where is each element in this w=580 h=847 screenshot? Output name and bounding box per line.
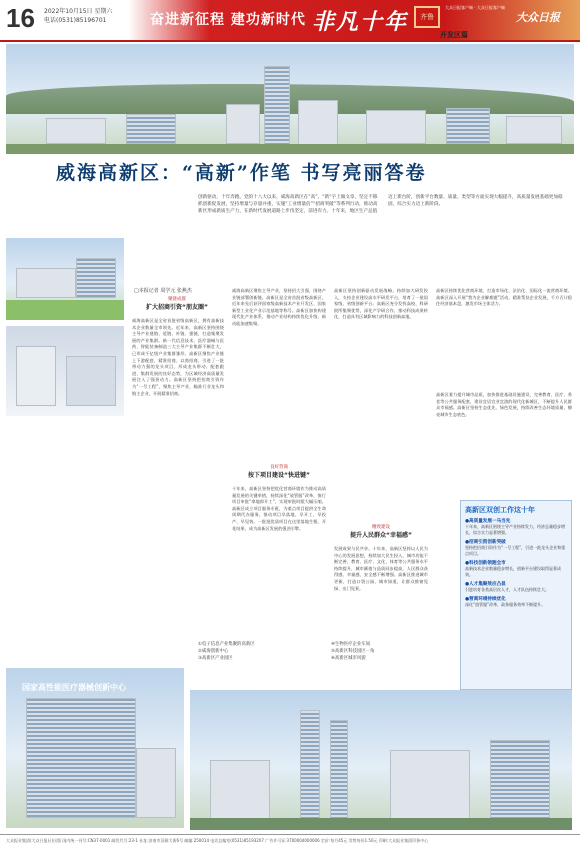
sidebar-item-heading: ●高质量发展一马当先 [465,519,511,524]
section-tag-1: 聚链成群 [168,297,186,302]
body-column-1: 威海高新区是全省首批省级高新区，拥有高新技术企业数量全市领先。近年来，高新区坚持围绕主导产业建链、延链、补链、强链，打造集聚发展的产业集群。新一代信息技术、医疗器械与医药、智能装备制造三大主导产业集群不断壮大，已形成千亿级产业集群雏形。高新区聚焦产业链上下游配套，精准招商、以商招商，引进了一批带动力强的龙头项目，形成龙头带动、配套跟进、集群发展的良好态势，为区域经济高质量发展注入了强劲动力。高新区坚持把招商引资作为“一号工程”，聚焦主导产业，瞄准行业龙头和链主企业，开展精准招商。 [132,318,224,396]
header-note: 大众日报客户端 · 大众日报客户端 [445,5,505,10]
caption: ⑤高新区科技园区一角 [331,649,375,654]
body-column-3b: 发展成果与民共享。十年来，高新区坚持以人民为中心的发展思想，持续加大民生投入，城市功能不断完善，教育、医疗、文化、体育等公共服务水平持续提升，城市颜值与品质同步提高，人民群众获得感、幸福感、安全感不断增强。高新区推进城市更新，打造口袋公园、城市绿道，让群众推窗见绿、出门见景。 [334,546,428,591]
caption: ②威海创新中心 [198,649,229,654]
caption: ①电子信息产业集聚的高新区 [198,642,255,647]
issue-date: 2022年10月15日 星期六 [44,8,113,15]
caption: ③高新区产业园区 [198,656,233,661]
byline: □本报记者 周学元 张燕杰 [134,288,192,294]
body-column-4b: 高新区着力提升城市品质，加快推进基础设施建设，完善教育、医疗、养老等公共服务配套，建设宜居宜业宜游的现代化新城区，不断提升人民群众幸福感。高新区坚持生态优先、绿色发展，持续改善生态环境质量，擦亮城市生态底色。 [436,392,572,417]
editor-line: 电话(0531)85196701 [44,17,107,24]
sidebar-item-heading: ●人才集聚效应凸显 [465,582,506,587]
section-tag-2: 良好营商 [270,465,288,470]
sidebar-item-heading: ●招商引资创新突破 [465,540,506,545]
section-name: 开发区篇 [440,31,468,39]
page-header [0,0,580,40]
body-column-2b: 十年来，高新区坚持把优化营商环境作为推动高质量发展的关键举措，持续深化“放管服”改革，推行项目审批“拿地即开工”，实现审批时限大幅压缩。高新区成立项目服务专班，为重点项目提供全生命周期代办服务，推动项目早落地、早开工、早投产、早见效。一批批优质项目在这里落地生根、开花结果，成为高新区发展的强劲引擎。 [232,486,326,531]
caption: ⑥高新区城市风貌 [331,656,366,661]
page-footer: 大众报业集团(大众日报社)出版 国内统一刊号:CN37-0001 邮发代号:23-1 社址:济南市泺源大街6号 邮编:250014 电话总编室(0531)85193207 广告许可证:3700004000006 定价:每月45元 零售每份1.50元 印刷:大众报业集团印务中心 [0,834,580,847]
sidebar-item-text: 坚持把招商引资作为“一号工程”，引进一批龙头企业和重点项目。 [465,545,566,556]
feature-title: 非凡十年 [312,10,409,35]
bottom-right-photo [190,690,572,830]
header-rule [0,40,580,42]
section-title-3: 提升人民群众“幸福感” [350,532,412,539]
section-title-2: 按下项目建设“快进键” [248,472,310,479]
photo-captions [198,641,458,662]
sidebar-item-text: 十年来，高新区围绕主导产业持续发力，经济总量稳步增长，综合实力显著增强。 [465,524,565,535]
left-photo-campus [6,238,124,320]
left-photo-lab [6,326,124,416]
sidebar-item-text: 引进培育各类高层次人才，人才队伍持续壮大。 [465,587,549,592]
body-column-2: 威海高新区聚焦主导产业，坚持招大引强，围绕产业链部署创新链。高新区是全省首批省级高新区，近年来先后获评国家级高新技术产业开发区、国家新型工业化产业示范基地等称号。高新区加快构建现代化产业体系，推动产业结构持续优化升级，新动能加速集聚。 [232,288,326,326]
hero-photo [6,44,574,154]
body-column-4: 高新区持续优化营商环境，打造市场化、法治化、国际化一流营商环境。高新区深入开展“我为企业解难题”活动，精准帮扶企业发展，千方百计稳住经济基本盘，激发市场主体活力。 [436,288,572,307]
caption: ④生物医疗企业车间 [331,642,371,647]
bottom-left-photo [6,668,184,828]
section-heading-3 [334,524,428,539]
seal-mark: 齐鲁 [414,6,440,28]
sidebar-box [460,500,572,690]
article-title: 威海高新区：“高新”作笔 书写亮丽答卷 [56,162,427,184]
section-title-1: 扩大招商引资“朋友圈” [146,304,208,311]
section-heading-2 [232,464,326,479]
section-tag-3: 精致建设 [372,525,390,530]
sidebar-title: 高新区双创工作这十年 [465,506,535,514]
page-number: 16 [6,3,35,33]
section-heading-1 [132,296,222,311]
paper-logo: 大众日报 [516,11,560,24]
body-column-3: 高新区坚持创新驱动发展战略，持续加大研发投入，支持企业建设高水平研发平台，培育了一批国家级、省级创新平台。高新区充分发挥高校、科研院所集聚优势，深化产学研合作，推动科技成果转化，打造具有区域影响力的科技创新高地。 [334,288,428,320]
sidebar-item-text: 深化“放管服”改革，政务服务效率不断提升。 [465,602,546,607]
sidebar-item-heading: ●科技创新领跑全市 [465,561,506,566]
lead-paragraph: 创新驱动，十年奔跑。党的十八大以来，威海高新区在“高”、“新”字上做文章，坚定不移抓创新促发展，坚持增量与存量并重，实施“工业增量倍”“招商突破”等系列行动，推动高新区形成新质生产力，在新时代发展道路上步伐坚定，前进有力。十年来，地区生产总值迈上新台阶，创新平台数量、质量、类型等方面实现大幅提升，高质量发展基础更加稳固，综合实力迈上新阶段。 [198,195,563,214]
building-sign: 国家高性能医疗器械创新中心 [22,683,126,692]
sidebar-item-heading: ●营商环境持续优化 [465,597,506,602]
header-slogan: 奋进新征程 建功新时代 [150,12,306,28]
sidebar-item-text: 高新技术企业数量稳步增长，创新平台建设取得显著成效。 [465,566,561,577]
